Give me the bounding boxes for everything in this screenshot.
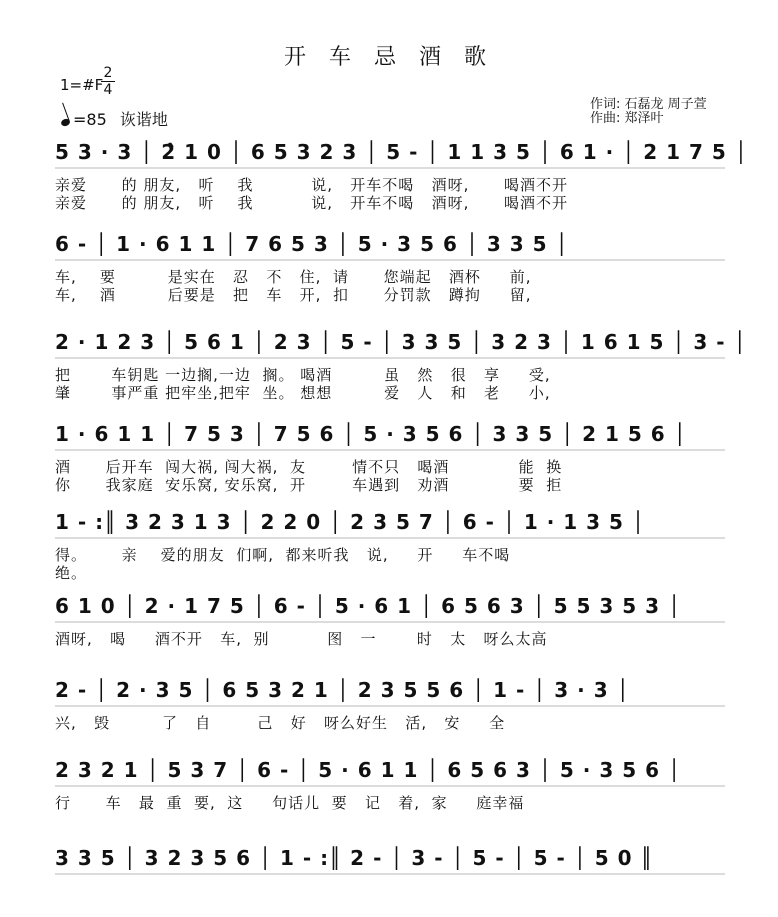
beam-guide (55, 873, 725, 875)
notation-line-1: 5 3 · 3 │ 2̂ 1 0 │ 6 5 3 2 3 │ 5 - │ 1 1 3 5 │ 6 1 · │ 2 1 7 5 │ (55, 140, 748, 164)
lyricist: 作词: 石磊龙 周子萱 (590, 97, 707, 112)
notation-line-3: 2 · 1 2 3 │ 5 6 1 │ 2 3 │ 5 - │ 3 3 5 │ 3 2 3 │ 1 6 1 5 │ 3 - │ (55, 330, 747, 354)
lyric-line-4-2: 你 我家庭 安乐窝, 安乐窝, 开 车遇到 劝酒 要 拒 (55, 476, 563, 494)
lyric-line-2-2: 车, 酒 后要是 把 车 开, 扣 分罚款 蹲拘 留, (55, 286, 532, 304)
song-title: 开 车 忌 酒 歌 (284, 45, 494, 70)
tempo-marking (61, 107, 168, 130)
beam-guide (55, 259, 725, 261)
beam-guide (55, 357, 725, 359)
lyric-line-6-1: 酒呀, 喝 酒不开 车, 别 图 一 时 太 呀么太高 (55, 630, 548, 648)
lyric-line-1-1: 亲爱 的 朋友, 听 我 说, 开车不喝 酒呀, 喝酒不开 (55, 176, 568, 194)
notation-line-8: 2 3 2 1 │ 5 3 7 │ 6 - │ 5 · 6 1 1 │ 6 5 6 3 │ 5 · 3 5 6 │ (55, 758, 682, 782)
lyric-line-5-2: 绝。 (55, 564, 88, 582)
meter-top: 2 (103, 65, 113, 81)
beam-guide (55, 785, 725, 787)
composer: 作曲: 郑泽叶 (590, 111, 664, 126)
notation-line-6: 6 1 0 │ 2 · 1 7 5 │ 6 - │ 5 · 6 1 │ 6 5 6 3 │ 5 5 3 5 3 │ (55, 594, 682, 618)
beam-guide (55, 167, 725, 169)
key-signature: 1=#F (60, 76, 104, 94)
tempo-expression: 诙谐地 (119, 110, 168, 129)
beam-guide (55, 705, 725, 707)
lyric-line-3-2: 肇 事严重 把牢坐,把牢 坐。 想想 爱 人 和 老 小, (55, 384, 551, 402)
lyric-line-1-2: 亲爱 的 朋友, 听 我 说, 开车不喝 酒呀, 喝酒不开 (55, 194, 568, 212)
notation-line-4: 1 · 6 1 1 │ 7 5 3 │ 7 5 6 │ 5 · 3 5 6 │ 3 3 5 │ 2 1 5 6 │ (55, 422, 687, 446)
lyric-line-2-1: 车, 要 是实在 忍 不 住, 请 您端起 酒杯 前, (55, 268, 532, 286)
lyric-line-8-1: 行 车 最 重 要, 这 句话儿 要 记 着, 家 庭幸福 (55, 794, 525, 812)
credits (590, 98, 707, 126)
lyric-line-7-1: 兴, 毁 了 自 己 好 呀么好生 活, 安 全 (55, 714, 506, 732)
notation-line-5: 1 - :║ 3 2 3 1 3 │ 2 2 0 │ 2 3 5 7 │ 6 - │ 1 · 1 3 5 │ (55, 510, 645, 534)
time-signature (101, 66, 115, 97)
beam-guide (55, 449, 725, 451)
beam-guide (55, 537, 725, 539)
notation-line-7: 2 - │ 2 · 3 5 │ 6 5 3 2 1 │ 2 3 5 5 6 │ 1 - │ 3 · 3 │ (55, 678, 630, 702)
notation-line-9: 3 3 5 │ 3 2 3 5 6 │ 1 - :║ 2 - │ 3 - │ 5 - │ 5 - │ 5 0 ║ (55, 846, 654, 870)
tempo-value: =85 (73, 110, 107, 129)
quarter-note-icon (60, 118, 71, 128)
beam-guide (55, 621, 725, 623)
lyric-line-4-1: 酒 后开车 闯大祸, 闯大祸, 友 情不只 喝酒 能 换 (55, 458, 563, 476)
notation-line-2: 6 - │ 1 · 6 1 1 │ 7 6 5 3 │ 5 · 3 5 6 │ 3 3 5 │ (55, 232, 569, 256)
lyric-line-5-1: 得。 亲 爱的朋友 们啊, 都来听我 说, 开 车不喝 (55, 546, 511, 564)
meter-bottom: 4 (103, 82, 113, 98)
lyric-line-3-1: 把 车钥匙 一边搁,一边 搁。 喝酒 虽 然 很 享 受, (55, 366, 551, 384)
